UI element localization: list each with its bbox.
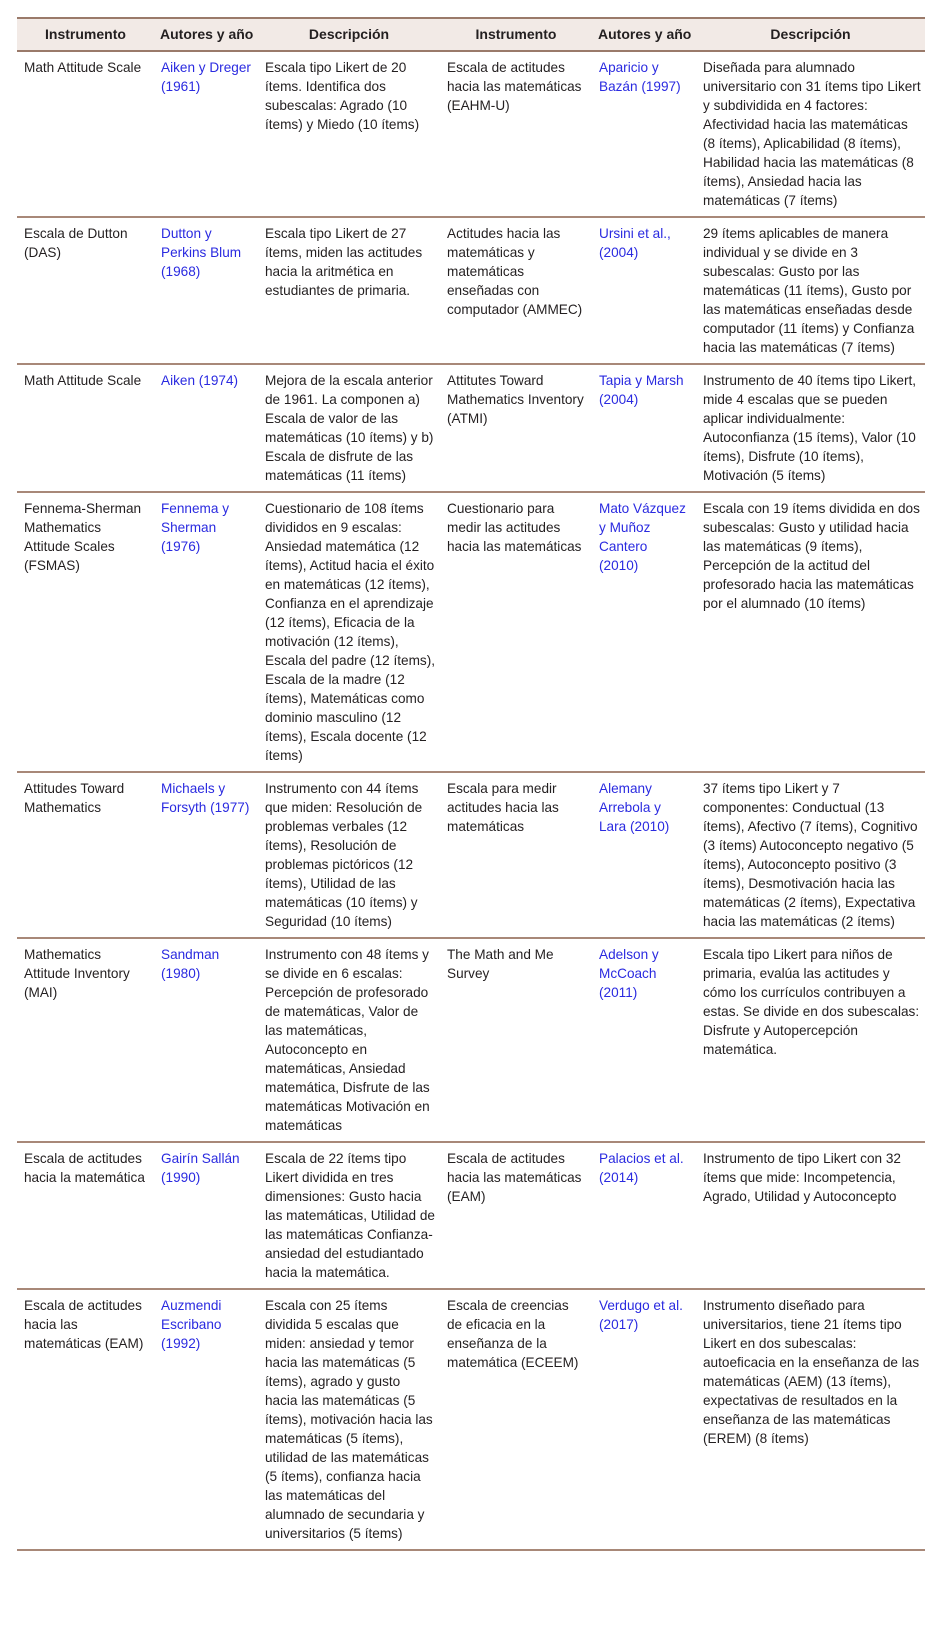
author-reference-link[interactable]: Fennema y Sherman (1976) — [161, 501, 230, 554]
instrument-description: 29 ítems aplicables de manera individual y se divide en 3 subescalas: Gusto por las matemáticas (11 ítems), Gusto por las matemáticas enseñadas desde computador (11 ítems) y Confianza hacia las matemáticas (7 ítems) — [703, 226, 915, 355]
instrument-name: Escala de creencias de eficacia en la enseñanza de la matemática (ECEEM) — [447, 1298, 579, 1370]
instrument-name: Math Attitude Scale — [24, 60, 142, 75]
instrument-name: Escala de actitudes hacia las matemáticas (EAM) — [24, 1298, 144, 1351]
header-instrument-right: Instrumento — [475, 25, 557, 42]
author-reference-link[interactable]: Auzmendi Escribano (1992) — [161, 1298, 222, 1351]
instrument-description: Instrumento de tipo Likert con 32 ítems que mide: Incompetencia, Agrado, Utilidad y Autoconcepto — [703, 1151, 901, 1204]
instrument-name: Actitudes hacia las matemáticas y matemáticas enseñadas con computador (AMMEC) — [447, 226, 583, 317]
header-authors-right: Autores y año — [598, 25, 692, 42]
instrument-description: Escala tipo Likert para niños de primaria, evalúa las actitudes y cómo los currículos contribuyen a estas. Se divide en dos subescalas: Disfrute y Autopercepción matemática. — [703, 947, 920, 1057]
instrument-description: 37 ítems tipo Likert y 7 componentes: Conductual (13 ítems), Afectivo (7 ítems), Cognitivo (3 ítems) Autoconcepto negativo (5 ítems), Autoconcepto positivo (3 ítems), Desmotivación hacia las matemáticas (2 ítems), Expectativa hacia las matemáticas (2 ítems) — [703, 781, 918, 929]
instruments-table — [17, 17, 925, 1551]
header-description-right: Descripción — [770, 25, 851, 42]
instrument-name: The Math and Me Survey — [447, 947, 554, 981]
author-reference-link[interactable]: Adelson y McCoach (2011) — [599, 947, 659, 1000]
author-reference-link[interactable]: Dutton y Perkins Blum (1968) — [161, 226, 242, 279]
author-reference-link[interactable]: Aiken (1974) — [161, 373, 239, 388]
table-body — [17, 51, 925, 1550]
instrument-name: Attitutes Toward Mathematics Inventory (ATMI) — [447, 373, 584, 426]
instrument-description: Instrumento con 48 ítems y se divide en 6 escalas: Percepción de profesorado de matemáticas, Valor de las matemáticas, Autoconcepto en matemáticas, Ansiedad matemática, Disfrute de las matemáticas Motivación en matemáticas — [265, 947, 430, 1133]
instrument-name: Fennema-Sherman Mathematics Attitude Scales (FSMAS) — [24, 501, 142, 573]
author-reference-link[interactable]: Aiken y Dreger (1961) — [161, 60, 251, 94]
table-row — [17, 1142, 925, 1289]
instrument-name: Escala de actitudes hacia las matemáticas (EAHM-U) — [447, 60, 582, 113]
instrument-description: Cuestionario de 108 ítems divididos en 9 escalas: Ansiedad matemática (12 ítems), Actitud hacia el éxito en matemáticas (12 ítems), Confianza en el aprendizaje (12 ítems), Eficacia de la motivación (12 ítems), Escala del padre (12 ítems), Escala de la madre (12 ítems), Matemáticas como dominio masculino (12 ítems), Escala docente (12 ítems) — [265, 501, 436, 763]
author-reference-link[interactable]: Tapia y Marsh (2004) — [599, 373, 684, 407]
header-authors-left: Autores y año — [160, 25, 254, 42]
instrument-description: Escala tipo Likert de 27 ítems, miden las actitudes hacia la aritmética en estudiantes de primaria. — [265, 226, 423, 298]
instrument-name: Math Attitude Scale — [24, 373, 142, 388]
author-reference-link[interactable]: Alemany Arrebola y Lara (2010) — [599, 781, 670, 834]
instrument-description: Escala de 22 ítems tipo Likert dividida en tres dimensiones: Gusto hacia las matemáticas, Utilidad de las matemáticas Confianza-ansiedad del estudiantado hacia la matemática. — [265, 1151, 435, 1280]
author-reference-link[interactable]: Verdugo et al. (2017) — [599, 1298, 683, 1332]
instrument-name: Cuestionario para medir las actitudes hacia las matemáticas — [447, 501, 582, 554]
author-reference-link[interactable]: Aparicio y Bazán (1997) — [599, 60, 681, 94]
instrument-description: Instrumento con 44 ítems que miden: Resolución de problemas verbales (12 ítems), Resolución de problemas pictóricos (12 ítems), Utilidad de las matemáticas (10 ítems) y Seguridad (10 ítems) — [265, 781, 423, 929]
instrument-name: Mathematics Attitude Inventory (MAI) — [24, 947, 130, 1000]
instrument-description: Escala con 19 ítems dividida en dos subescalas: Gusto y utilidad hacia las matemáticas (9 ítems), Percepción de la actitud del profesorado hacia las matemáticas por el alumnado (10 ítems) — [703, 501, 920, 611]
header-instrument-left: Instrumento — [45, 25, 126, 42]
table-row — [17, 1289, 925, 1550]
author-reference-link[interactable]: Sandman (1980) — [161, 947, 220, 981]
table-row — [17, 772, 925, 938]
instrument-description: Escala tipo Likert de 20 ítems. Identifica dos subescalas: Agrado (10 ítems) y Miedo (10 ítems) — [265, 60, 420, 132]
instrument-description: Instrumento diseñado para universitarios, tiene 21 ítems tipo Likert en dos subescalas: autoeficacia en la enseñanza de las matemáticas (AEM) (13 ítems), expectativas de resultados en la enseñanza de las matemáticas (EREM) (8 ítems) — [703, 1298, 920, 1446]
instrument-description: Mejora de la escala anterior de 1961. La componen a) Escala de valor de las matemáticas (10 ítems) y b) Escala de disfrute de las matemáticas (11 ítems) — [265, 373, 434, 483]
header-row — [17, 18, 925, 51]
author-reference-link[interactable]: Ursini et al., (2004) — [599, 226, 671, 260]
author-reference-link[interactable]: Gairín Sallán (1990) — [161, 1151, 240, 1185]
table-row — [17, 217, 925, 364]
table-row — [17, 364, 925, 492]
instrument-name: Escala de actitudes hacia las matemáticas (EAM) — [447, 1151, 582, 1204]
instrument-name: Escala de Dutton (DAS) — [24, 226, 128, 260]
table-row — [17, 492, 925, 772]
author-reference-link[interactable]: Palacios et al. (2014) — [599, 1151, 684, 1185]
instrument-name: Escala para medir actitudes hacia las matemáticas — [447, 781, 559, 834]
author-reference-link[interactable]: Mato Vázquez y Muñoz Cantero (2010) — [599, 501, 686, 573]
instrument-description: Diseñada para alumnado universitario con 31 ítems tipo Likert y subdividida en 4 factores: Afectividad hacia las matemáticas (8 ítems), Aplicabilidad (8 ítems), Habilidad hacia las matemáticas (8 ítems), Ansiedad hacia las matemáticas (7 ítems) — [703, 60, 921, 208]
instrument-name: Escala de actitudes hacia la matemática — [24, 1151, 145, 1185]
table-row — [17, 938, 925, 1142]
table-header — [17, 18, 925, 51]
table-row — [17, 51, 925, 217]
author-reference-link[interactable]: Michaels y Forsyth (1977) — [161, 781, 250, 815]
header-description-left: Descripción — [308, 25, 390, 42]
instrument-description: Instrumento de 40 ítems tipo Likert, mide 4 escalas que se pueden aplicar individualmente: Autoconfianza (15 ítems), Valor (10 ítems), Disfrute (10 ítems), Motivación (5 ítems) — [703, 373, 917, 483]
instrument-name: Attitudes Toward Mathematics — [24, 781, 125, 815]
instrument-description: Escala con 25 ítems dividida 5 escalas que miden: ansiedad y temor hacia las matemáticas (5 ítems), agrado y gusto hacia las matemáticas (5 ítems), motivación hacia las matemáticas (5 ítems), utilidad de las matemáticas (5 ítems), confianza hacia las matemáticas del alumnado de secundaria y universitarios (5 ítems) — [265, 1298, 433, 1541]
